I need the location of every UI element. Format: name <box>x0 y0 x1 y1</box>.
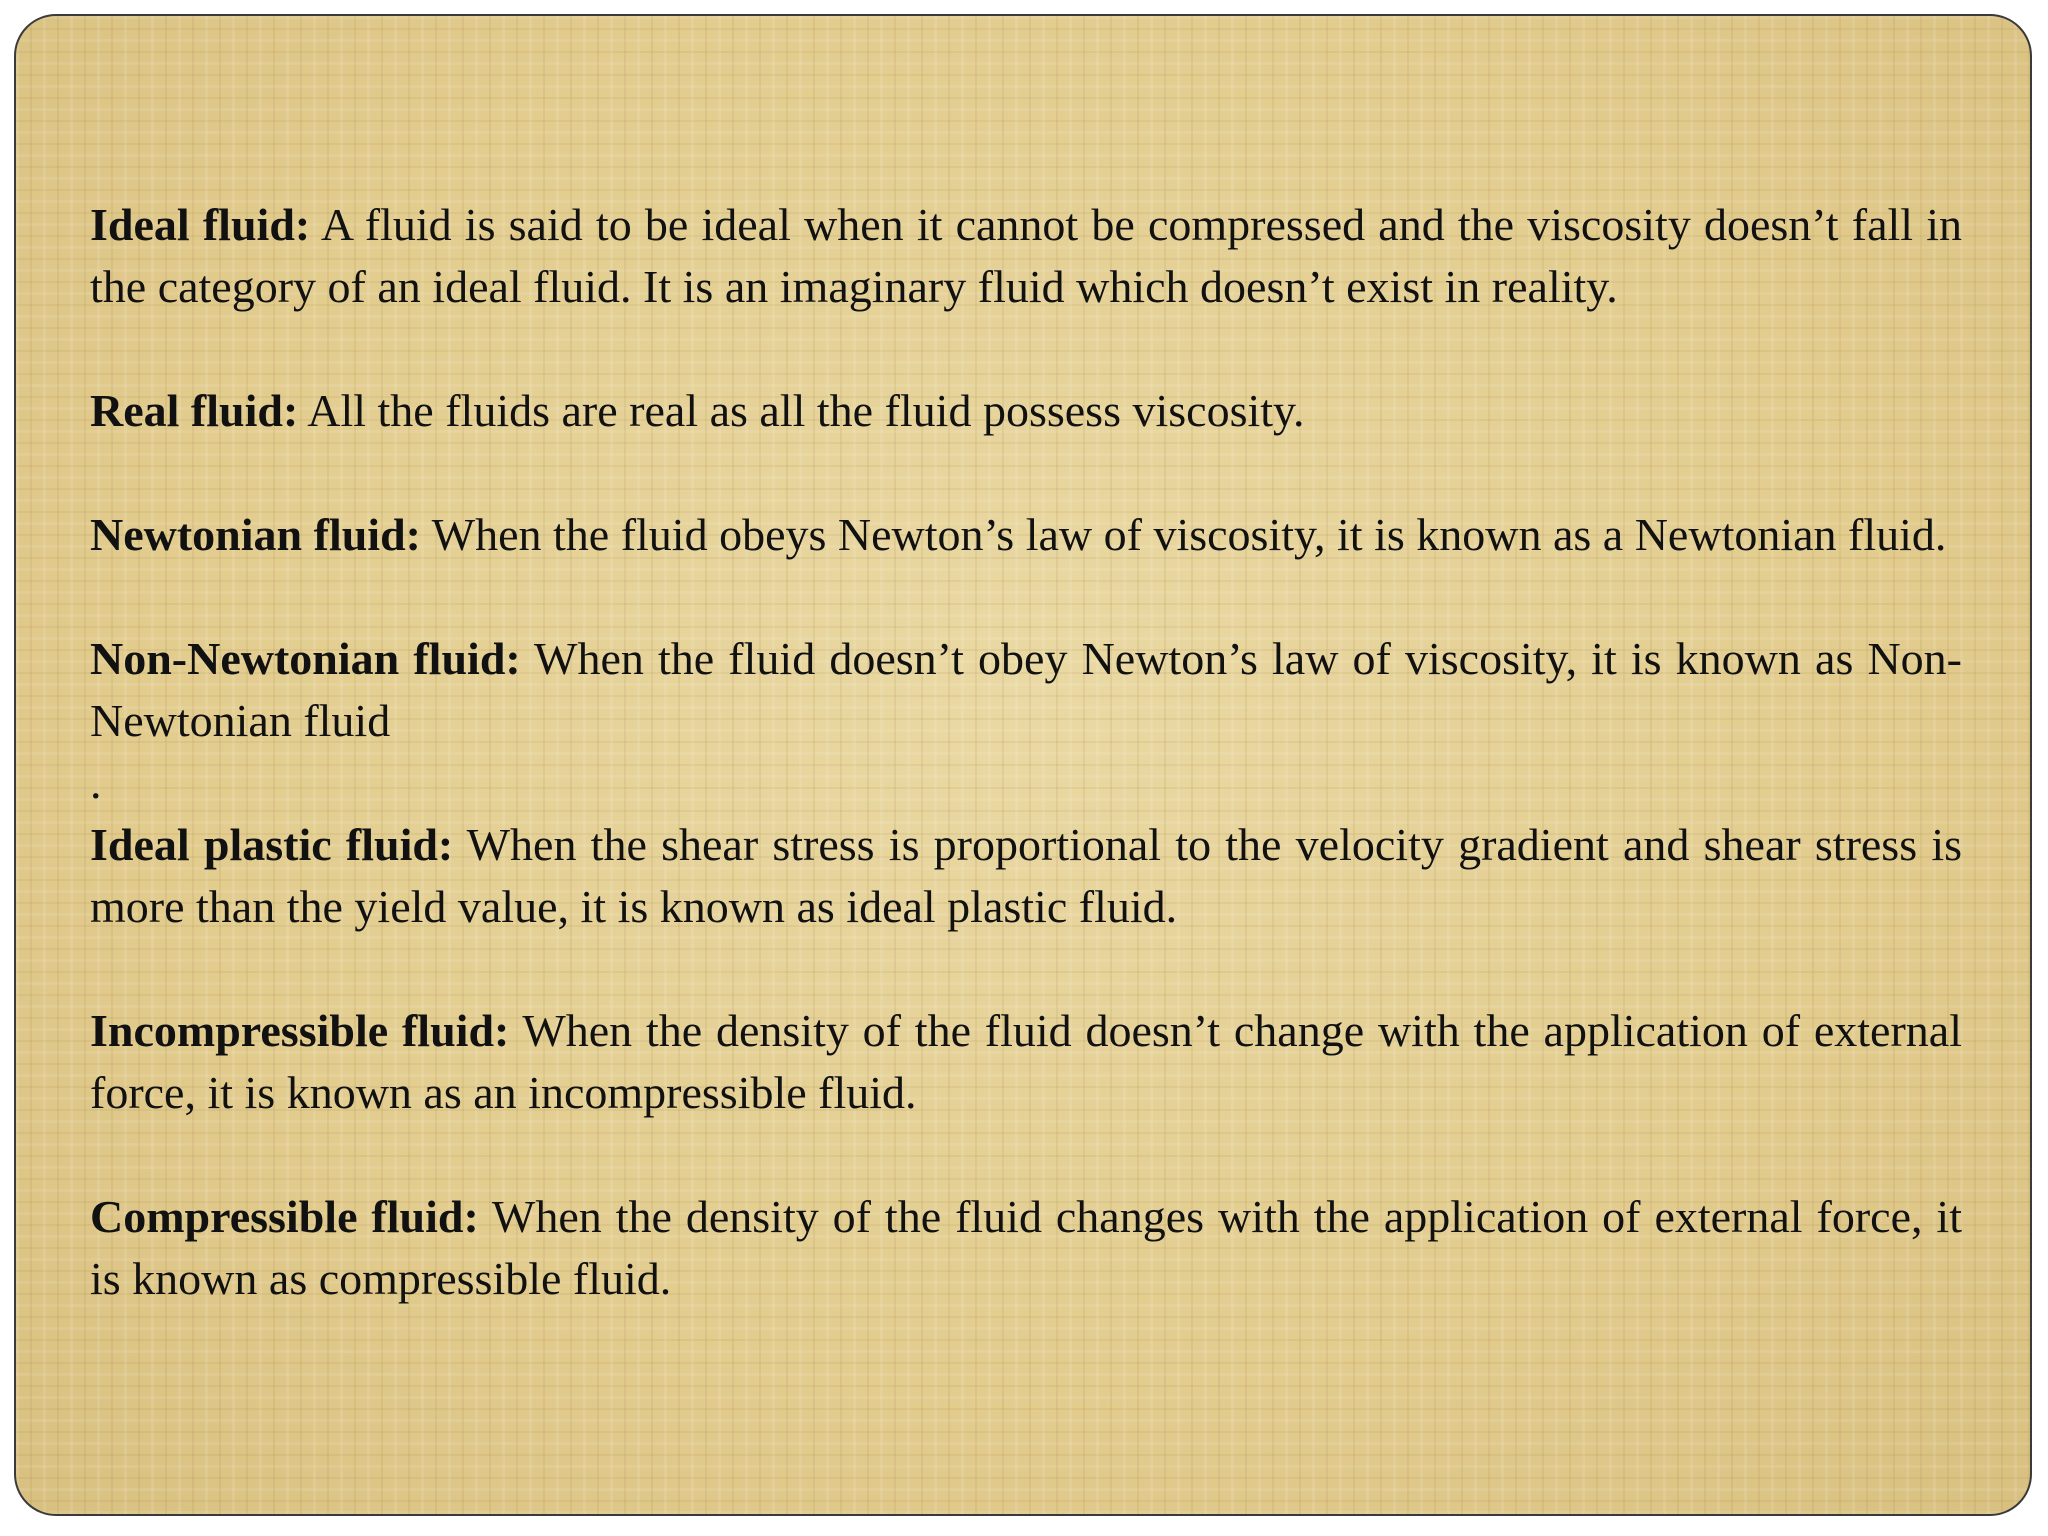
definition-newtonian-fluid <box>90 504 1962 566</box>
spacer <box>90 442 1962 504</box>
spacer <box>90 566 1962 628</box>
stray-period: . <box>90 757 102 808</box>
definition-text: When the fluid doesn’t obey Newton’s law of viscosity, it is known as Non-Newtonian fluid <box>90 633 1963 746</box>
spacer <box>90 938 1962 1000</box>
definition-text: When the shear stress is proportional to the velocity gradient and shear stress is more than the yield value, it is known as ideal plastic fluid. <box>90 819 1963 932</box>
definition-ideal-plastic-fluid <box>90 814 1962 938</box>
definitions-list <box>90 194 1962 1310</box>
slide <box>14 14 2032 1516</box>
term-label: Newtonian fluid: <box>90 509 421 560</box>
definition-ideal-fluid <box>90 194 1962 318</box>
term-label: Ideal plastic fluid: <box>90 819 454 870</box>
definition-text: When the fluid obeys Newton’s law of viscosity, it is known as a Newtonian fluid. <box>431 509 1947 560</box>
definition-text: When the density of the fluid doesn’t change with the application of external force, it is known as an incompressible fluid. <box>90 1005 1962 1118</box>
term-label: Incompressible fluid: <box>90 1005 510 1056</box>
definition-incompressible-fluid <box>90 1000 1962 1124</box>
term-label: Compressible fluid: <box>90 1191 479 1242</box>
term-label: Non-Newtonian fluid: <box>90 633 521 684</box>
spacer <box>90 318 1962 380</box>
definition-compressible-fluid <box>90 1186 1962 1310</box>
spacer <box>90 1124 1962 1186</box>
definition-real-fluid <box>90 380 1962 442</box>
definition-text: When the density of the fluid changes with the application of external force, it is known as compressible fluid. <box>90 1191 1962 1304</box>
definition-text: All the fluids are real as all the fluid possess viscosity. <box>307 385 1305 436</box>
definition-non-newtonian-fluid <box>90 628 1962 752</box>
term-label: Real fluid: <box>90 385 299 436</box>
definition-text: A fluid is said to be ideal when it cannot be compressed and the viscosity doesn’t fall in the category of an ideal fluid. It is an imaginary fluid which doesn’t exist in reality. <box>90 199 1963 312</box>
term-label: Ideal fluid: <box>90 199 311 250</box>
